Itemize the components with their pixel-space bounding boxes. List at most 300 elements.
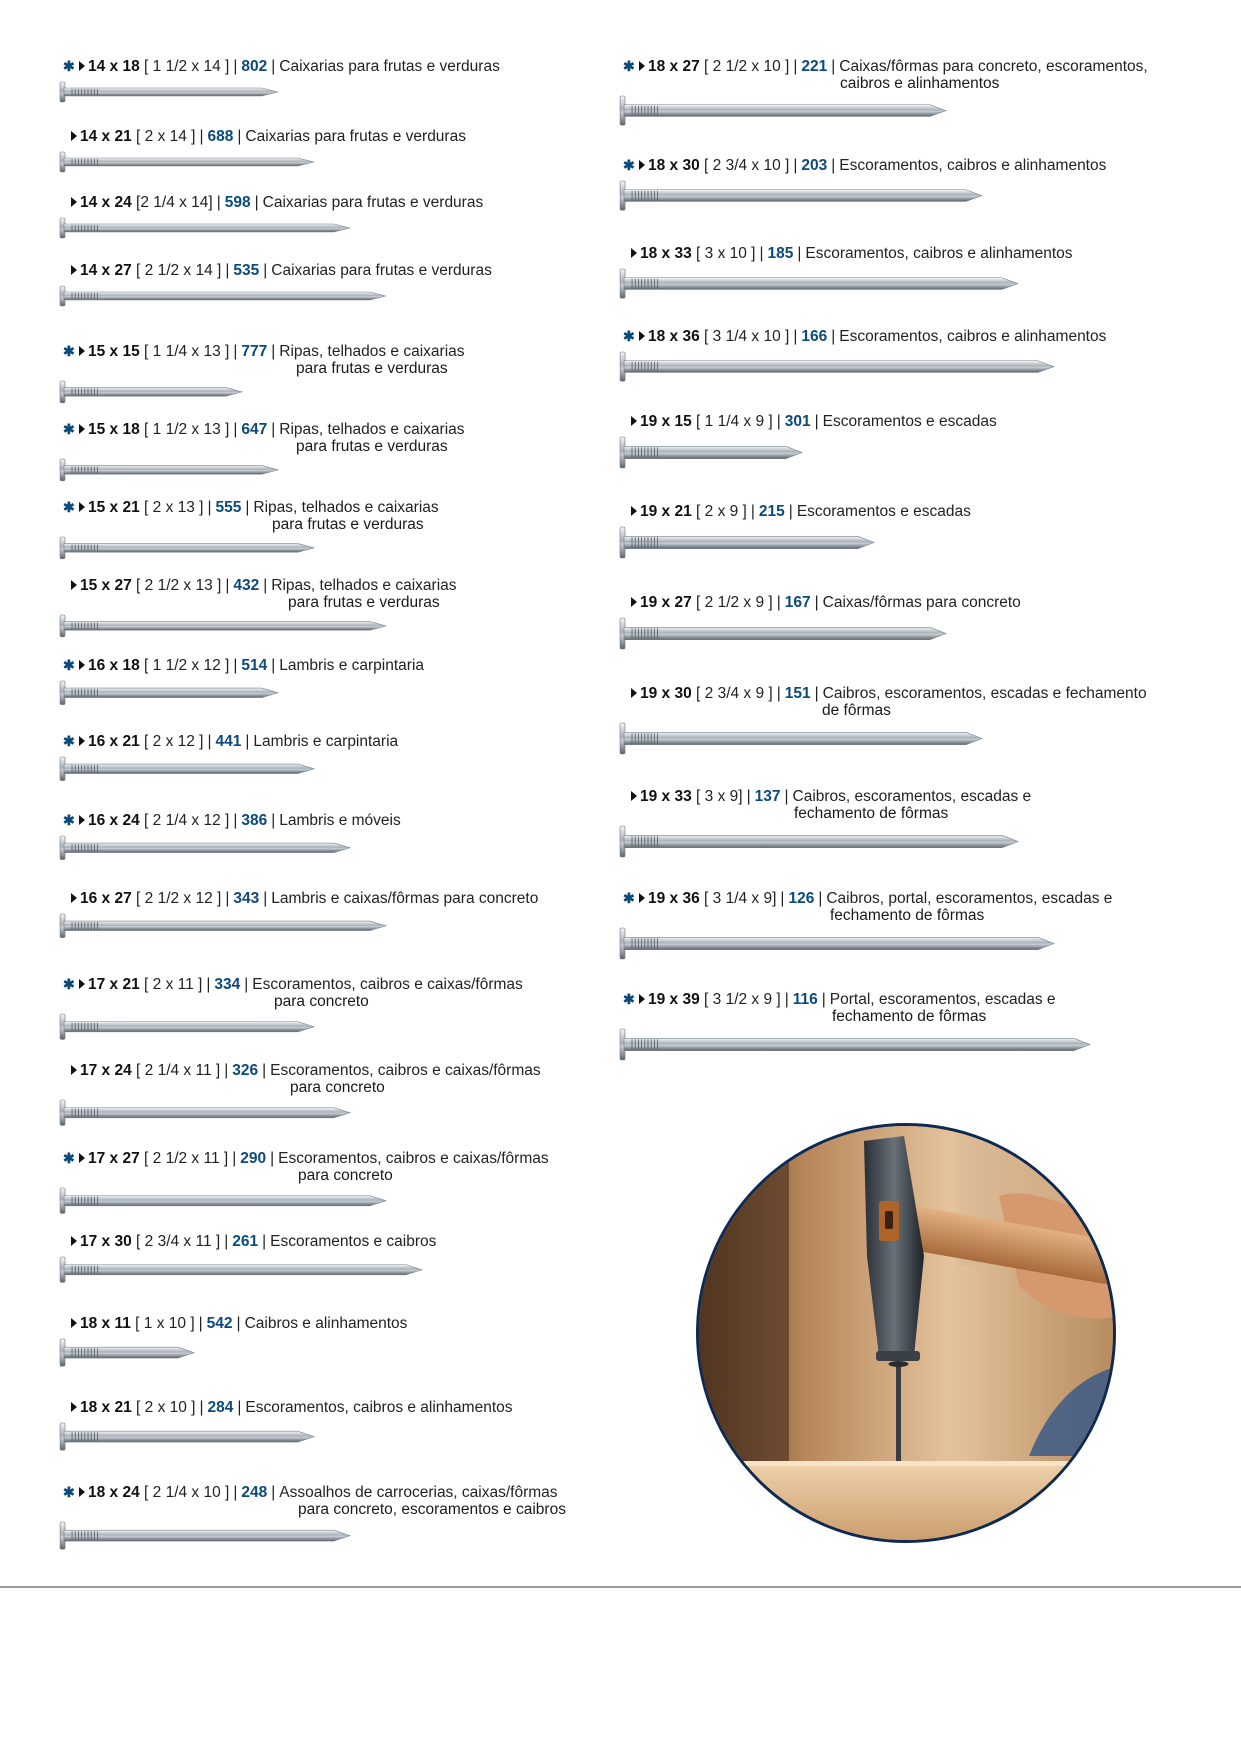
separator: |: [207, 499, 212, 516]
nail-use: Escoramentos, caibros e alinhamentos: [805, 245, 1073, 262]
separator: |: [271, 58, 276, 75]
separator: |: [270, 1150, 275, 1167]
nail-quantity-per-kg: 542: [206, 1315, 233, 1332]
nail-use-line2: caibros e alinhamentos: [840, 75, 1000, 92]
nail-use-line2: de fôrmas: [822, 702, 891, 719]
bullet-arrow-icon: [631, 506, 637, 516]
nail-size: 16 x 24: [88, 812, 140, 829]
bullet-arrow-icon: [639, 160, 645, 170]
nail-quantity-per-kg: 203: [801, 157, 828, 174]
star-icon: ✱: [623, 328, 635, 344]
bullet-arrow-icon: [631, 791, 637, 801]
nail-use-line2: para concreto: [298, 1167, 393, 1184]
separator: |: [225, 262, 230, 279]
nail-quantity-per-kg: 441: [215, 733, 242, 750]
nail-label: [63, 499, 439, 516]
separator: |: [793, 58, 798, 75]
separator: |: [784, 788, 789, 805]
nail-quantity-per-kg: 334: [214, 976, 241, 993]
nail-inch-size: [2 1/4 x 14]: [136, 194, 213, 211]
bullet-arrow-icon: [71, 265, 77, 275]
nail-label: [63, 733, 398, 750]
nail-size: 19 x 33: [640, 788, 692, 805]
nail-size: 14 x 24: [80, 194, 132, 211]
nail-use-line2: para concreto: [290, 1079, 385, 1096]
nail-label: [71, 577, 457, 594]
bullet-arrow-icon: [639, 994, 645, 1004]
nail-use: Caixarias para frutas e verduras: [245, 128, 466, 145]
nail-label: [63, 657, 424, 674]
nail-inch-size: [ 3 1/4 x 9]: [704, 890, 777, 907]
nail-quantity-per-kg: 326: [232, 1062, 259, 1079]
nail-illustration: [58, 379, 258, 410]
separator: |: [199, 128, 204, 145]
separator: |: [233, 657, 238, 674]
nail-inch-size: [ 3 x 9]: [696, 788, 743, 805]
bullet-arrow-icon: [79, 346, 85, 356]
nail-label: [71, 1399, 513, 1416]
separator: |: [233, 812, 238, 829]
nail-illustration: [58, 834, 366, 867]
nail-inch-size: [ 1 1/2 x 13 ]: [144, 421, 230, 438]
separator: |: [254, 194, 259, 211]
nail-illustration: [618, 616, 962, 656]
nail-use-line2: fechamento de fôrmas: [830, 907, 985, 924]
nail-quantity-per-kg: 284: [207, 1399, 234, 1416]
nail-illustration: [58, 150, 330, 179]
star-icon: ✱: [63, 58, 75, 74]
nail-illustration: [58, 535, 330, 566]
bullet-arrow-icon: [79, 502, 85, 512]
nail-illustration: [58, 755, 330, 788]
nail-use: Caixarias para frutas e verduras: [271, 262, 492, 279]
separator: |: [271, 421, 276, 438]
star-icon: ✱: [63, 1150, 75, 1166]
star-icon: ✱: [63, 976, 75, 992]
bullet-arrow-icon: [79, 1153, 85, 1163]
nail-label: [63, 421, 465, 438]
nail-size: 19 x 39: [648, 991, 700, 1008]
separator: |: [198, 1315, 203, 1332]
nail-label: [71, 128, 466, 145]
separator: |: [263, 890, 268, 907]
nail-size: 17 x 30: [80, 1233, 132, 1250]
nail-label: [63, 812, 401, 829]
separator: |: [216, 194, 221, 211]
nail-size: 18 x 21: [80, 1399, 132, 1416]
nail-use: Escoramentos, caibros e alinhamentos: [245, 1399, 513, 1416]
hammer-illustration: [699, 1126, 1116, 1543]
separator: |: [831, 157, 836, 174]
nail-size: 19 x 27: [640, 594, 692, 611]
bullet-arrow-icon: [631, 416, 637, 426]
nail-quantity-per-kg: 290: [240, 1150, 267, 1167]
nail-inch-size: [ 2 x 14 ]: [136, 128, 196, 145]
nail-inch-size: [ 2 1/2 x 10 ]: [704, 58, 790, 75]
nail-label: [63, 58, 500, 75]
nail-illustration: [618, 824, 1034, 864]
bullet-arrow-icon: [79, 979, 85, 989]
nail-size: 14 x 21: [80, 128, 132, 145]
nail-illustration: [618, 1027, 1106, 1067]
nail-use: Ripas, telhados e caixarias: [253, 499, 439, 516]
star-icon: ✱: [623, 991, 635, 1007]
nail-quantity-per-kg: 248: [241, 1484, 268, 1501]
nail-inch-size: [ 2 3/4 x 9 ]: [696, 685, 773, 702]
star-icon: ✱: [623, 157, 635, 173]
nail-illustration: [58, 679, 294, 712]
nail-size: 15 x 15: [88, 343, 140, 360]
nail-use: Caixas/fôrmas para concreto, escoramentos,: [839, 58, 1148, 75]
nail-size: 18 x 11: [80, 1315, 131, 1332]
bullet-arrow-icon: [79, 736, 85, 746]
nail-illustration: [58, 613, 402, 644]
nail-label: [631, 594, 1021, 611]
nail-size: 19 x 36: [648, 890, 700, 907]
separator: |: [199, 1399, 204, 1416]
nail-illustration: [58, 1255, 438, 1289]
nail-use: Lambris e carpintaria: [279, 657, 425, 674]
star-icon: ✱: [63, 499, 75, 515]
bullet-arrow-icon: [79, 660, 85, 670]
separator: |: [831, 328, 836, 345]
nail-label: [623, 58, 1148, 75]
nail-illustration: [58, 912, 402, 945]
nail-illustration: [58, 1098, 366, 1132]
separator: |: [236, 1315, 241, 1332]
nail-inch-size: [ 2 1/2 x 14 ]: [136, 262, 222, 279]
separator: |: [206, 976, 211, 993]
nail-use: Lambris e móveis: [279, 812, 401, 829]
bullet-arrow-icon: [71, 131, 77, 141]
nail-quantity-per-kg: 802: [241, 58, 268, 75]
nail-size: 19 x 15: [640, 413, 692, 430]
nail-inch-size: [ 2 1/4 x 11 ]: [136, 1062, 221, 1079]
separator: |: [245, 733, 250, 750]
nail-label: [631, 245, 1073, 262]
bullet-arrow-icon: [639, 893, 645, 903]
nail-size: 14 x 27: [80, 262, 132, 279]
bullet-arrow-icon: [631, 597, 637, 607]
nail-use-line2: para frutas e verduras: [288, 594, 440, 611]
nail-illustration: [618, 267, 1034, 305]
separator: |: [233, 343, 238, 360]
nail-use: Escoramentos, caibros e caixas/fôrmas: [252, 976, 523, 993]
separator: |: [776, 685, 781, 702]
nail-illustration: [58, 1421, 330, 1457]
separator: |: [271, 343, 276, 360]
nail-size: 18 x 27: [648, 58, 700, 75]
nail-quantity-per-kg: 432: [233, 577, 260, 594]
nail-use-line2: fechamento de fôrmas: [794, 805, 949, 822]
nail-size: 18 x 30: [648, 157, 700, 174]
hammer-nail-photo: [696, 1123, 1116, 1543]
separator: |: [797, 245, 802, 262]
nail-quantity-per-kg: 386: [241, 812, 268, 829]
separator: |: [225, 577, 230, 594]
separator: |: [224, 1233, 229, 1250]
nail-illustration: [58, 1186, 402, 1220]
nail-inch-size: [ 1 1/4 x 9 ]: [696, 413, 773, 430]
footer-divider: [0, 1586, 1241, 1588]
separator: |: [233, 1484, 238, 1501]
nail-label: [71, 262, 492, 279]
nail-label: [71, 1233, 436, 1250]
nail-use-line2: para concreto, escoramentos e caibros: [298, 1501, 566, 1518]
nail-inch-size: [ 2 3/4 x 11 ]: [136, 1233, 221, 1250]
separator: |: [207, 733, 212, 750]
nail-size: 18 x 36: [648, 328, 700, 345]
bullet-arrow-icon: [79, 815, 85, 825]
nail-label: [71, 194, 483, 211]
nail-size: 15 x 27: [80, 577, 132, 594]
nail-use: Caixarias para frutas e verduras: [279, 58, 500, 75]
nail-illustration: [58, 284, 402, 313]
separator: |: [233, 421, 238, 438]
nail-use: Lambris e carpintaria: [253, 733, 399, 750]
nail-use: Escoramentos, caibros e alinhamentos: [839, 157, 1107, 174]
nail-use: Portal, escoramentos, escadas e: [829, 991, 1056, 1008]
nail-quantity-per-kg: 215: [758, 503, 785, 520]
separator: |: [232, 1150, 237, 1167]
nail-quantity-per-kg: 647: [241, 421, 268, 438]
nail-illustration: [58, 1337, 210, 1373]
nail-quantity-per-kg: 137: [754, 788, 781, 805]
nail-inch-size: [ 2 x 13 ]: [144, 499, 204, 516]
nail-quantity-per-kg: 343: [233, 890, 260, 907]
nail-illustration: [618, 926, 1070, 966]
nail-illustration: [58, 457, 294, 488]
nail-inch-size: [ 3 1/2 x 9 ]: [704, 991, 781, 1008]
nail-inch-size: [ 2 1/2 x 13 ]: [136, 577, 222, 594]
star-icon: ✱: [63, 421, 75, 437]
nail-illustration: [618, 94, 962, 132]
nail-use-line2: para concreto: [274, 993, 369, 1010]
separator: |: [224, 1062, 229, 1079]
nail-label: [71, 890, 538, 907]
nail-illustration: [618, 435, 818, 475]
star-icon: ✱: [623, 890, 635, 906]
nail-use-line2: fechamento de fôrmas: [832, 1008, 987, 1025]
nail-size: 19 x 21: [640, 503, 692, 520]
nail-use: Escoramentos, caibros e alinhamentos: [839, 328, 1107, 345]
separator: |: [780, 890, 785, 907]
bullet-arrow-icon: [71, 1318, 77, 1328]
nail-label: [631, 788, 1031, 805]
bullet-arrow-icon: [71, 580, 77, 590]
nail-inch-size: [ 2 1/2 x 12 ]: [136, 890, 222, 907]
nail-label: [63, 976, 523, 993]
bullet-arrow-icon: [71, 197, 77, 207]
nail-inch-size: [ 2 x 12 ]: [144, 733, 204, 750]
separator: |: [271, 657, 276, 674]
nail-size: 19 x 30: [640, 685, 692, 702]
star-icon: ✱: [63, 812, 75, 828]
bullet-arrow-icon: [639, 331, 645, 341]
nail-use: Escoramentos, caibros e caixas/fôrmas: [270, 1062, 541, 1079]
separator: |: [814, 685, 819, 702]
nail-inch-size: [ 1 1/2 x 14 ]: [144, 58, 230, 75]
bullet-arrow-icon: [71, 1402, 77, 1412]
nail-label: [71, 1315, 407, 1332]
nail-illustration: [58, 1520, 366, 1556]
bullet-arrow-icon: [71, 893, 77, 903]
star-icon: ✱: [623, 58, 635, 74]
nail-label: [623, 991, 1056, 1008]
nail-use-line2: para frutas e verduras: [272, 516, 424, 533]
separator: |: [262, 1233, 267, 1250]
nail-label: [631, 685, 1147, 702]
nail-quantity-per-kg: 261: [232, 1233, 259, 1250]
nail-quantity-per-kg: 126: [788, 890, 815, 907]
nail-inch-size: [ 2 3/4 x 10 ]: [704, 157, 790, 174]
nail-use-line2: para frutas e verduras: [296, 438, 448, 455]
separator: |: [245, 499, 250, 516]
separator: |: [793, 328, 798, 345]
separator: |: [818, 890, 823, 907]
bullet-arrow-icon: [79, 61, 85, 71]
bullet-arrow-icon: [639, 61, 645, 71]
nail-use: Escoramentos e escadas: [796, 503, 971, 520]
separator: |: [262, 1062, 267, 1079]
nail-use: Lambris e caixas/fôrmas para concreto: [271, 890, 539, 907]
nail-use: Caibros, portal, escoramentos, escadas e: [826, 890, 1113, 907]
separator: |: [237, 128, 242, 145]
nail-use: Ripas, telhados e caixarias: [271, 577, 457, 594]
separator: |: [814, 594, 819, 611]
separator: |: [788, 503, 793, 520]
nail-illustration: [618, 179, 998, 217]
nail-use: Escoramentos, caibros e caixas/fôrmas: [278, 1150, 549, 1167]
nail-quantity-per-kg: 598: [224, 194, 251, 211]
nail-size: 18 x 33: [640, 245, 692, 262]
nail-quantity-per-kg: 688: [207, 128, 234, 145]
separator: |: [263, 577, 268, 594]
nail-size: 15 x 21: [88, 499, 140, 516]
nail-illustration: [618, 525, 890, 565]
nail-inch-size: [ 2 1/4 x 12 ]: [144, 812, 230, 829]
separator: |: [776, 413, 781, 430]
bullet-arrow-icon: [631, 688, 637, 698]
nail-use: Caibros e alinhamentos: [244, 1315, 408, 1332]
star-icon: ✱: [63, 657, 75, 673]
nail-use: Ripas, telhados e caixarias: [279, 343, 465, 360]
nail-size: 16 x 21: [88, 733, 140, 750]
nail-label: [63, 343, 465, 360]
nail-quantity-per-kg: 777: [241, 343, 268, 360]
nail-use-line2: para frutas e verduras: [296, 360, 448, 377]
nail-inch-size: [ 3 x 10 ]: [696, 245, 756, 262]
nail-quantity-per-kg: 301: [784, 413, 811, 430]
nail-illustration: [58, 216, 366, 245]
nail-label: [623, 157, 1106, 174]
nail-use: Caibros, escoramentos, escadas e: [792, 788, 1032, 805]
separator: |: [793, 157, 798, 174]
nail-label: [63, 1150, 549, 1167]
separator: |: [784, 991, 789, 1008]
nail-quantity-per-kg: 116: [792, 991, 818, 1008]
nail-use: Assoalhos de carrocerias, caixas/fôrmas: [279, 1484, 558, 1501]
separator: |: [831, 58, 836, 75]
nail-size: 14 x 18: [88, 58, 140, 75]
nail-inch-size: [ 2 1/2 x 9 ]: [696, 594, 773, 611]
bullet-arrow-icon: [71, 1236, 77, 1246]
nail-inch-size: [ 2 x 9 ]: [696, 503, 747, 520]
nail-size: 15 x 18: [88, 421, 140, 438]
nail-use: Caixas/fôrmas para concreto: [822, 594, 1021, 611]
nail-inch-size: [ 2 1/2 x 11 ]: [144, 1150, 229, 1167]
nail-size: 17 x 27: [88, 1150, 140, 1167]
nail-inch-size: [ 2 x 11 ]: [144, 976, 203, 993]
nail-quantity-per-kg: 555: [215, 499, 242, 516]
nail-use: Escoramentos e caibros: [270, 1233, 437, 1250]
nail-illustration: [58, 1012, 330, 1046]
nail-inch-size: [ 1 x 10 ]: [135, 1315, 195, 1332]
nail-size: 17 x 21: [88, 976, 140, 993]
separator: |: [233, 58, 238, 75]
separator: |: [263, 262, 268, 279]
nail-use: Ripas, telhados e caixarias: [279, 421, 465, 438]
separator: |: [776, 594, 781, 611]
separator: |: [759, 245, 764, 262]
nail-inch-size: [ 2 x 10 ]: [136, 1399, 196, 1416]
nail-quantity-per-kg: 514: [241, 657, 268, 674]
nail-size: 18 x 24: [88, 1484, 140, 1501]
bullet-arrow-icon: [79, 424, 85, 434]
separator: |: [750, 503, 755, 520]
star-icon: ✱: [63, 1484, 75, 1500]
star-icon: ✱: [63, 733, 75, 749]
nail-use: Escoramentos e escadas: [822, 413, 997, 430]
bullet-arrow-icon: [71, 1065, 77, 1075]
nail-inch-size: [ 1 1/4 x 13 ]: [144, 343, 230, 360]
nail-use: Caibros, escoramentos, escadas e fechamento: [822, 685, 1147, 702]
separator: |: [821, 991, 826, 1008]
nail-quantity-per-kg: 535: [233, 262, 260, 279]
nail-illustration: [58, 80, 294, 109]
separator: |: [237, 1399, 242, 1416]
nail-illustration: [618, 721, 998, 761]
nail-quantity-per-kg: 167: [784, 594, 811, 611]
nail-quantity-per-kg: 151: [784, 685, 811, 702]
nail-label: [623, 328, 1106, 345]
nail-use: Caixarias para frutas e verduras: [262, 194, 484, 211]
nail-label: [63, 1484, 558, 1501]
nail-size: 17 x 24: [80, 1062, 132, 1079]
nail-illustration: [618, 350, 1070, 388]
nail-label: [71, 1062, 541, 1079]
bullet-arrow-icon: [79, 1487, 85, 1497]
bullet-arrow-icon: [631, 248, 637, 258]
nail-label: [631, 413, 997, 430]
separator: |: [746, 788, 751, 805]
star-icon: ✱: [63, 343, 75, 359]
separator: |: [271, 1484, 276, 1501]
nail-size: 16 x 18: [88, 657, 140, 674]
separator: |: [225, 890, 230, 907]
separator: |: [244, 976, 249, 993]
separator: |: [271, 812, 276, 829]
nail-quantity-per-kg: 185: [767, 245, 794, 262]
nail-quantity-per-kg: 221: [801, 58, 828, 75]
nail-size: 16 x 27: [80, 890, 132, 907]
nail-label: [623, 890, 1112, 907]
nail-quantity-per-kg: 166: [801, 328, 828, 345]
nail-inch-size: [ 1 1/2 x 12 ]: [144, 657, 230, 674]
nail-inch-size: [ 2 1/4 x 10 ]: [144, 1484, 230, 1501]
nail-label: [631, 503, 971, 520]
nail-inch-size: [ 3 1/4 x 10 ]: [704, 328, 790, 345]
